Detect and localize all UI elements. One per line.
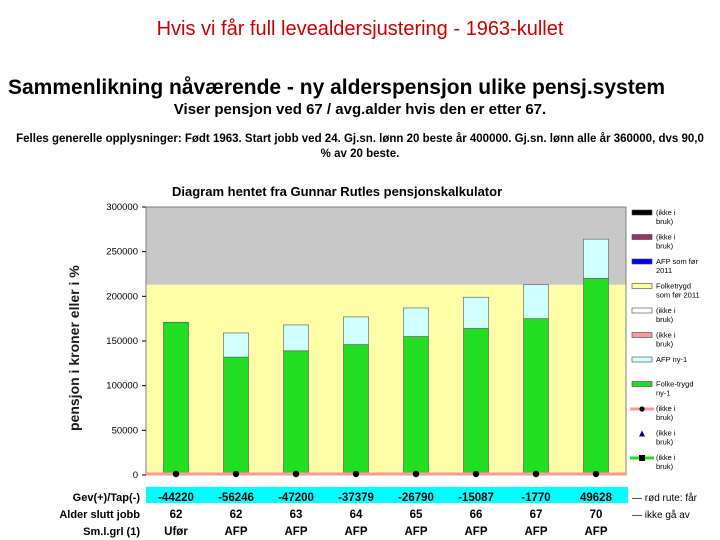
- bar-afp-ny-1-1: [224, 333, 249, 357]
- table-cell-0-5: -15087: [458, 492, 494, 504]
- chart-title: Diagram hentet fra Gunnar Rutles pensjonskalkulator: [172, 184, 503, 199]
- legend-swatch-6: [632, 357, 652, 362]
- bar-afp-ny-1-2: [284, 325, 309, 351]
- table-cell-2-4: AFP: [404, 526, 428, 538]
- legend-label-4: (ikke i bruk): [656, 306, 676, 324]
- marker-point-7: [593, 471, 599, 477]
- table-cell-2-1: AFP: [224, 526, 248, 538]
- table-cell-2-3: AFP: [344, 526, 368, 538]
- table-cell-0-7: 49628: [580, 492, 612, 504]
- bar-folke-trygd-ny-1-2: [284, 351, 309, 475]
- bar-afp-ny-1-4: [404, 308, 429, 337]
- slide-title: Hvis vi får full levealdersjustering - 1963-kullet: [156, 18, 564, 40]
- legend-swatch-1: [632, 235, 652, 240]
- bar-folke-trygd-ny-1-7: [584, 278, 609, 475]
- legend-swatch-9: [639, 431, 645, 437]
- table-note-0: — rød rute: får: [632, 493, 698, 504]
- legend-label-9: (ikke i bruk): [656, 428, 676, 447]
- y-tick-label-5: 250000: [106, 246, 138, 258]
- table-cell-0-3: -37379: [338, 492, 374, 504]
- general-info-line2: % av 20 beste.: [320, 148, 400, 160]
- table-cell-1-2: 63: [289, 509, 303, 521]
- legend-label-10: (ikke i bruk): [656, 453, 676, 471]
- legend-label-0: (ikke i bruk): [656, 208, 676, 226]
- bar-folke-trygd-ny-1-5: [464, 328, 489, 475]
- bar-afp-ny-1-5: [464, 297, 489, 328]
- table-cell-0-1: -56246: [218, 492, 254, 504]
- bar-folke-trygd-ny-1-3: [344, 345, 369, 475]
- legend-swatch-0: [632, 210, 652, 215]
- legend-swatch-5: [632, 333, 652, 338]
- comparison-heading: Sammenlikning nåværende - ny alderspensjon ulike pensj.system: [8, 76, 666, 99]
- y-tick-label-4: 200000: [106, 291, 138, 303]
- table-cell-2-7: AFP: [584, 526, 608, 538]
- table-cell-2-6: AFP: [524, 526, 548, 538]
- table-cell-1-3: 64: [349, 509, 363, 521]
- bar-afp-ny-1-7: [584, 239, 609, 278]
- legend-swatch-8-marker: [639, 406, 644, 411]
- y-tick-label-0: 0: [132, 470, 138, 481]
- table-cell-2-0: Ufør: [164, 526, 188, 538]
- table-row-label-2: Sm.l.grl (1): [83, 526, 140, 538]
- y-axis-label: pensjon i kroner eller i %: [66, 265, 82, 431]
- table-cell-1-0: 62: [169, 509, 183, 521]
- legend-label-7: Folke-trygd ny-1: [656, 379, 694, 398]
- table-cell-0-2: -47200: [278, 492, 314, 504]
- marker-point-2: [293, 471, 299, 477]
- legend-label-1: (ikke i bruk): [656, 232, 676, 251]
- background-band-1: [146, 207, 626, 285]
- table-cell-1-4: 65: [409, 509, 423, 521]
- table-cell-0-0: -44220: [158, 492, 194, 504]
- y-tick-label-1: 50000: [111, 425, 138, 437]
- legend-swatch-4: [632, 308, 652, 313]
- legend-swatch-7: [632, 382, 652, 387]
- bar-afp-ny-1-3: [344, 317, 369, 345]
- marker-point-0: [173, 471, 179, 477]
- table-cell-1-6: 67: [529, 509, 543, 521]
- marker-point-1: [233, 471, 239, 477]
- bar-folke-trygd-ny-1-1: [224, 357, 249, 475]
- y-tick-label-2: 100000: [106, 380, 138, 392]
- legend-label-6: AFP ny-1: [656, 355, 688, 364]
- table-cell-1-5: 66: [469, 509, 483, 521]
- legend-swatch-2: [632, 259, 652, 264]
- general-info-line1: Felles generelle opplysninger: Født 1963. Start jobb ved 24. Gj.sn. lønn 20 beste år 400000. Gj.sn. lønn alle år 360000, dvs 90,0: [16, 133, 704, 145]
- marker-point-4: [413, 471, 419, 477]
- marker-point-5: [473, 471, 479, 477]
- y-tick-label-6: 300000: [106, 202, 138, 213]
- y-tick-label-3: 150000: [106, 336, 138, 347]
- table-cell-2-2: AFP: [284, 526, 308, 538]
- table-cell-0-4: -26790: [398, 492, 434, 504]
- legend-label-2: AFP som før 2011: [656, 257, 698, 275]
- comparison-subheading: Viser pensjon ved 67 / avg.alder hvis den er etter 67.: [173, 101, 547, 118]
- table-row-label-1: Alder slutt jobb: [59, 509, 140, 521]
- table-cell-1-1: 62: [229, 509, 243, 521]
- table-row-label-0: Gev(+)/Tap(-): [72, 492, 140, 504]
- background-band-0: [146, 285, 626, 475]
- table-cell-0-6: -1770: [521, 492, 551, 504]
- bar-folke-trygd-ny-1-0: [164, 322, 189, 475]
- table-cell-1-7: 70: [589, 509, 603, 521]
- legend-label-8: (ikke i bruk): [656, 404, 676, 422]
- bar-folke-trygd-ny-1-6: [524, 319, 549, 475]
- legend-label-3: Folketrygd som før 2011: [656, 281, 700, 300]
- marker-point-6: [533, 471, 539, 477]
- bar-folke-trygd-ny-1-4: [404, 337, 429, 475]
- legend-swatch-3: [632, 284, 652, 289]
- bar-afp-ny-1-6: [524, 285, 549, 319]
- marker-point-3: [353, 471, 359, 477]
- table-note-1: — ikke gå av: [632, 510, 690, 521]
- legend-swatch-10-marker: [639, 455, 645, 461]
- table-cell-2-5: AFP: [464, 526, 488, 538]
- legend-label-5: (ikke i bruk): [656, 330, 676, 349]
